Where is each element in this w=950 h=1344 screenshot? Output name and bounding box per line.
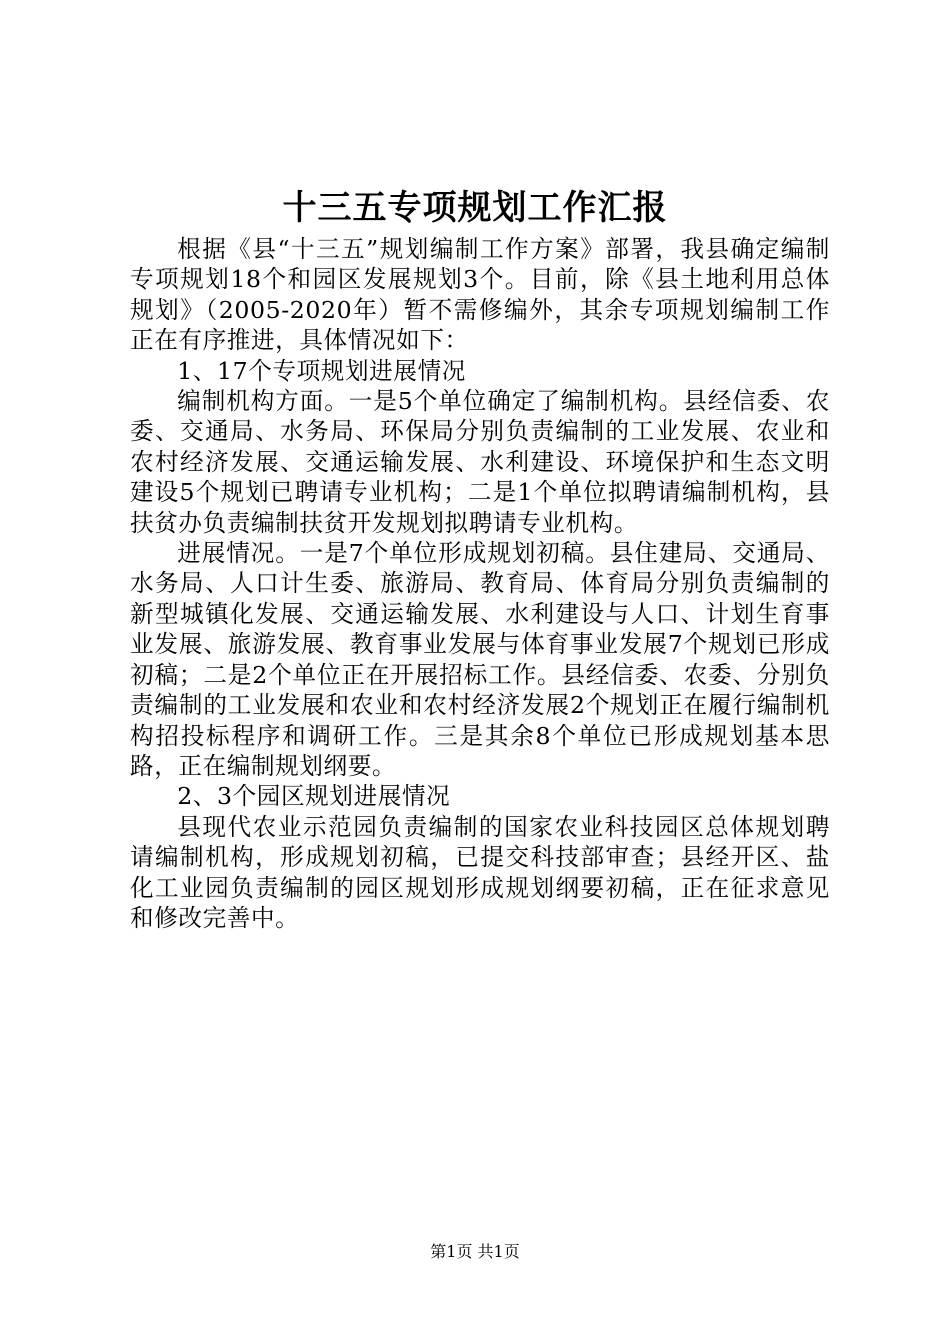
document-body — [130, 234, 830, 933]
page-footer: 第1页 共1页 — [430, 1242, 520, 1261]
section1-heading: 1、17个专项规划进展情况 — [177, 356, 466, 385]
section1-paragraph-institutions: 编制机构方面。一是5个单位确定了编制机构。县经信委、农委、交通局、水务局、环保局分别负责编制的工业发展、农业和农村经济发展、交通运输发展、水利建设、环境保护和生态文明建设5个规划已聘请专业机构；二是1个单位拟聘请编制机构，县扶贫办负责编制扶贫开发规划拟聘请专业机构。 — [130, 387, 830, 537]
intro-paragraph: 根据《县“十三五”规划编制工作方案》部署，我县确定编制专项规划18个和园区发展规划3个。目前，除《县土地利用总体规划》（2005-2020年）暂不需修编外，其余专项规划编制工作正在有序推进，具体情况如下： — [130, 235, 830, 355]
section2-heading: 2、3个园区规划进展情况 — [177, 782, 451, 811]
section1-paragraph-progress: 进展情况。一是7个单位形成规划初稿。县住建局、交通局、水务局、人口计生委、旅游局、教育局、体育局分别负责编制的新型城镇化发展、交通运输发展、水利建设与人口、计划生育事业发展、旅游发展、教育事业发展与体育事业发展7个规划已形成初稿；二是2个单位正在开展招标工作。县经信委、农委、分别负责编制的工业发展和农业和农村经济发展2个规划正在履行编制机构招投标程序和调研工作。三是其余8个单位已形成规划基本思路，正在编制规划纲要。 — [130, 539, 830, 780]
document-title: 十三五专项规划工作汇报 — [282, 188, 668, 228]
section2-paragraph: 县现代农业示范园负责编制的国家农业科技园区总体规划聘请编制机构，形成规划初稿，已提交科技部审查；县经开区、盐化工业园负责编制的园区规划形成规划纲要初稿，正在征求意见和修改完善中。 — [130, 812, 830, 932]
